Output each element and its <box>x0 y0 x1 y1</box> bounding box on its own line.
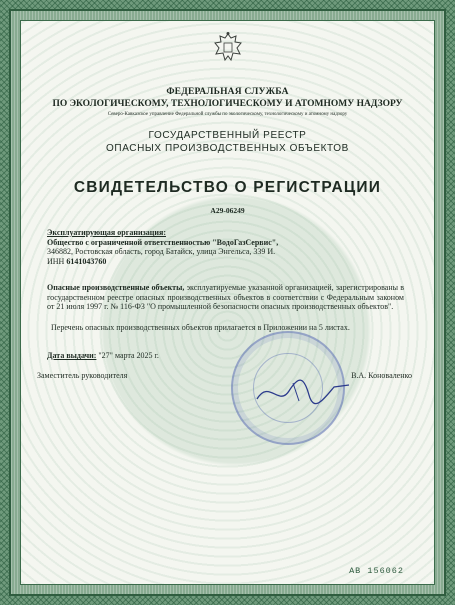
signer-role: Заместитель руководителя <box>37 371 128 380</box>
certificate-page <box>20 20 435 585</box>
objects-text: эксплуатируемые указанной организацией, зарегистрированы в государственном реестре опасных производственных объектов в соответствии с Федеральным законом от 21 июля 1997 г. № 116-ФЗ "О промышленной безопасности опасных производственных объектов". <box>47 283 404 312</box>
certificate-title: СВИДЕТЕЛЬСТВО О РЕГИСТРАЦИИ <box>73 179 382 196</box>
agency-line-2: ПО ЭКОЛОГИЧЕСКОМУ, ТЕХНОЛОГИЧЕСКОМУ И АТОМНОМУ НАДЗОРУ <box>52 99 403 109</box>
inn-value: 6141043760 <box>66 256 107 266</box>
list-paragraph: Перечень опасных производственных объектов прилагается в Приложении на 5 листах. <box>51 323 350 332</box>
certificate-number: А29-06249 <box>210 206 245 215</box>
inn-label: ИНН <box>47 256 65 266</box>
operator-inn <box>47 257 404 267</box>
serial-number: АВ 156062 <box>349 566 404 576</box>
operator-block <box>47 228 404 266</box>
registry-line-1: ГОСУДАРСТВЕННЫЙ РЕЕСТР <box>148 130 307 141</box>
signer-name: В.А. Коноваленко <box>351 371 412 380</box>
registry-line-2: ОПАСНЫХ ПРОИЗВОДСТВЕННЫХ ОБЪЕКТОВ <box>106 143 349 154</box>
coat-of-arms-icon <box>212 31 244 65</box>
date-value: "27" марта 2025 г. <box>98 351 159 360</box>
issue-date <box>47 351 404 361</box>
objects-paragraph <box>47 283 404 312</box>
agency-line-3: Северо-Кавказское управление Федеральной службы по экологическому, технологическому и атомному надзору <box>107 112 348 117</box>
objects-label: Опасные производственные объекты, <box>47 283 185 292</box>
agency-line-1: ФЕДЕРАЛЬНАЯ СЛУЖБА <box>166 87 289 97</box>
operator-address: 346882, Ростовская область, город Батайск, улица Энгельса, 339 И. <box>47 247 276 257</box>
operator-name: Общество с ограниченной ответственностью "ВодоГазСервис", <box>47 237 279 247</box>
date-label: Дата выдачи: <box>47 351 97 360</box>
operator-label: Эксплуатирующая организация: <box>47 228 166 237</box>
